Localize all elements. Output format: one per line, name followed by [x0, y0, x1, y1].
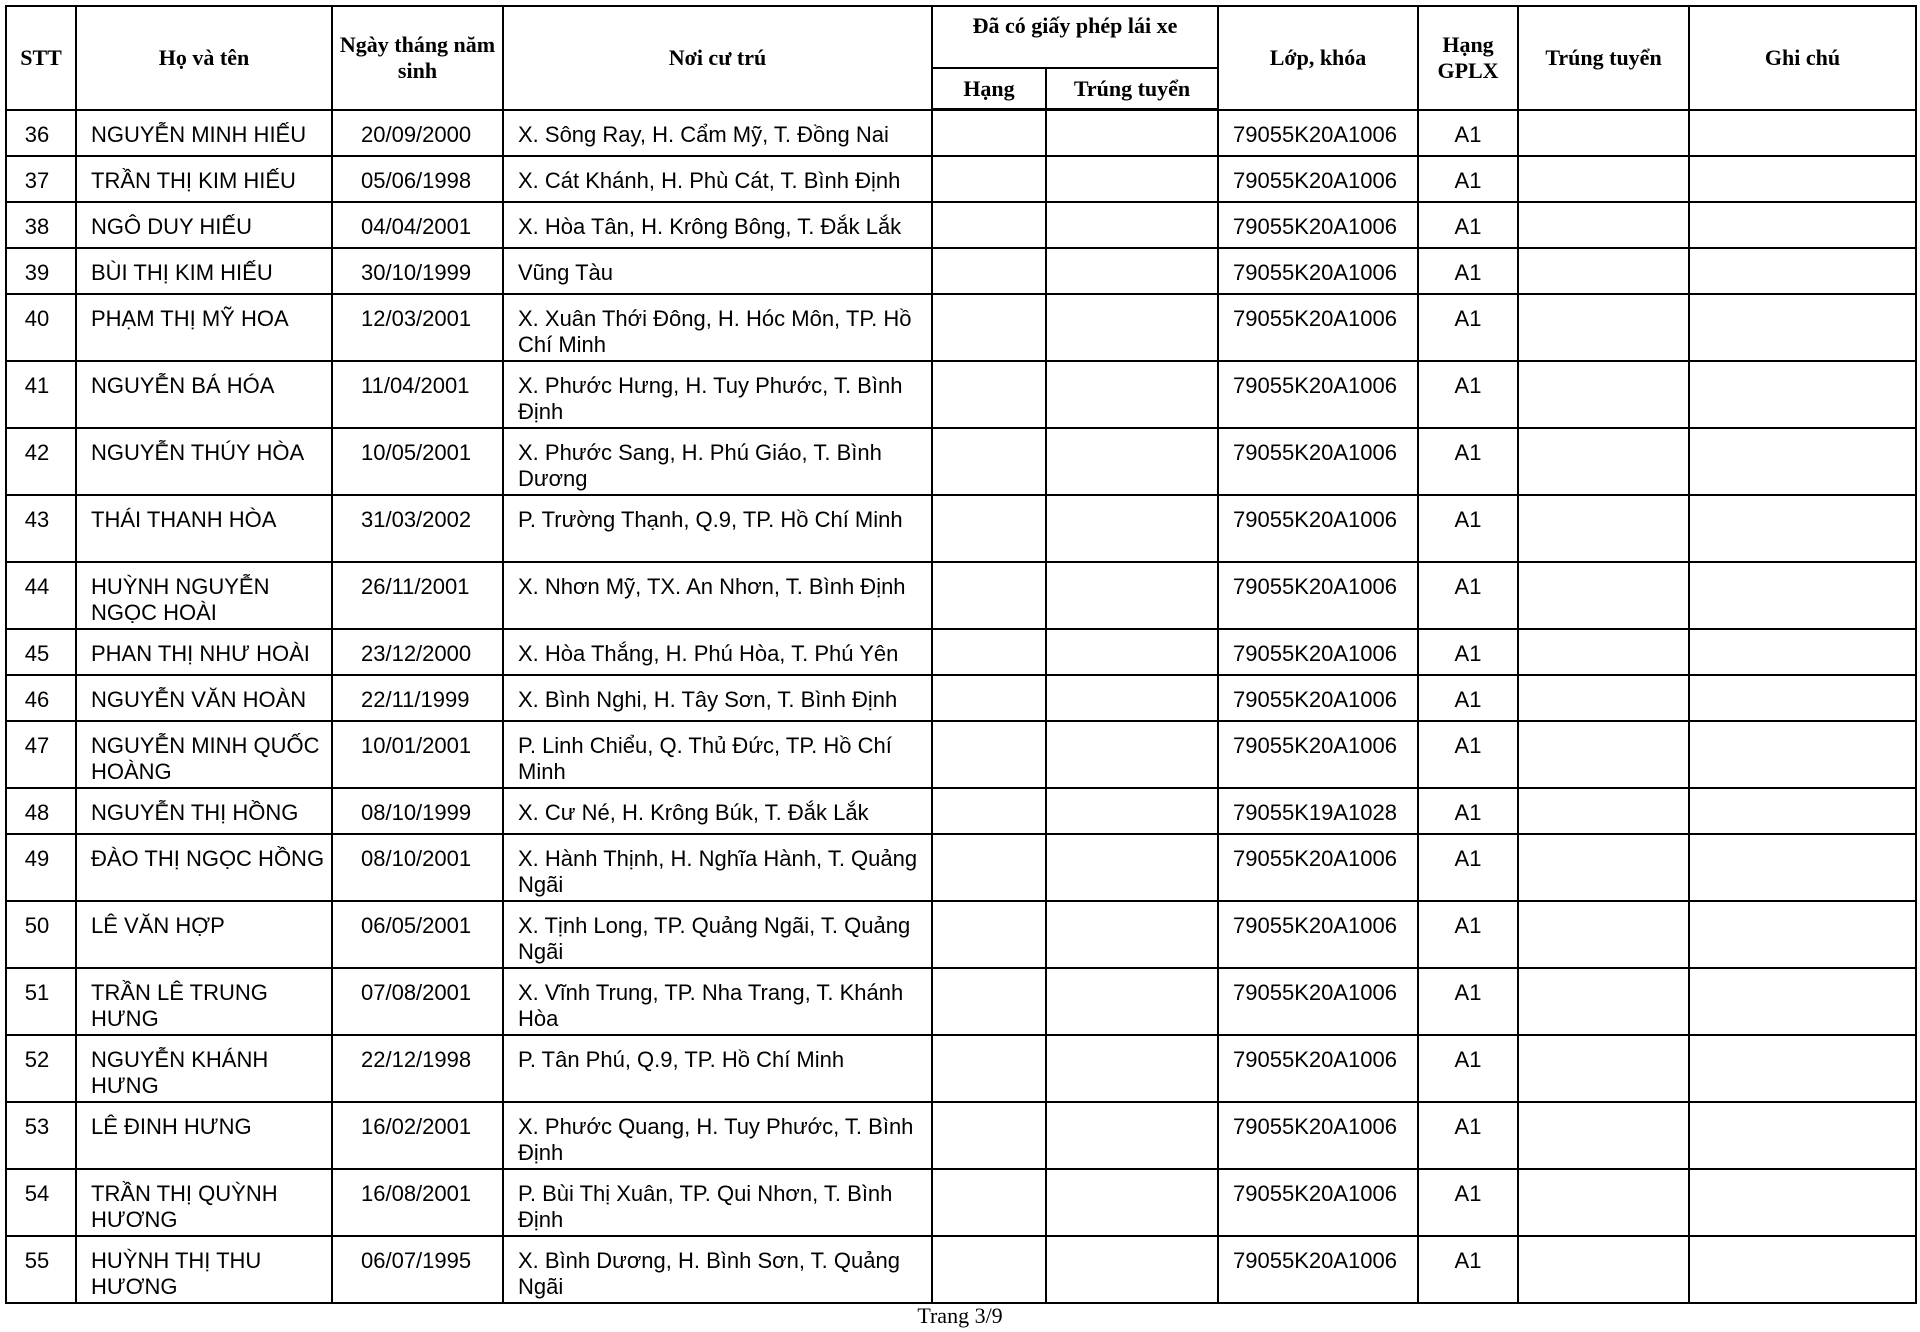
cell-passed	[1518, 156, 1689, 202]
cell-dob: 10/05/2001	[332, 428, 503, 495]
cell-gplx: A1	[1418, 156, 1518, 202]
cell-license-class	[932, 1035, 1046, 1102]
cell-class: 79055K20A1006	[1218, 834, 1418, 901]
cell-note	[1689, 629, 1916, 675]
cell-name: NGUYỄN VĂN HOÀN	[76, 675, 332, 721]
cell-name: BÙI THỊ KIM HIẾU	[76, 248, 332, 294]
cell-dob: 26/11/2001	[332, 562, 503, 629]
cell-gplx: A1	[1418, 428, 1518, 495]
cell-address: X. Tịnh Long, TP. Quảng Ngãi, T. Quảng Ngãi	[503, 901, 932, 968]
table-row	[6, 968, 1916, 1035]
cell-class: 79055K20A1006	[1218, 968, 1418, 1035]
cell-note	[1689, 294, 1916, 361]
cell-license-passed	[1046, 248, 1218, 294]
cell-license-class	[932, 721, 1046, 788]
cell-dob: 12/03/2001	[332, 294, 503, 361]
cell-stt: 40	[6, 294, 76, 361]
cell-stt: 42	[6, 428, 76, 495]
cell-dob: 31/03/2002	[332, 495, 503, 562]
cell-dob: 20/09/2000	[332, 110, 503, 157]
cell-name: NGÔ DUY HIẾU	[76, 202, 332, 248]
cell-passed	[1518, 675, 1689, 721]
cell-license-class	[932, 629, 1046, 675]
cell-license-class	[932, 202, 1046, 248]
cell-class: 79055K20A1006	[1218, 1169, 1418, 1236]
cell-note	[1689, 788, 1916, 834]
cell-gplx: A1	[1418, 968, 1518, 1035]
cell-note	[1689, 1236, 1916, 1303]
header-passed: Trúng tuyển	[1518, 6, 1689, 110]
cell-license-class	[932, 968, 1046, 1035]
cell-dob: 06/05/2001	[332, 901, 503, 968]
cell-license-class	[932, 361, 1046, 428]
cell-class: 79055K20A1006	[1218, 562, 1418, 629]
cell-note	[1689, 428, 1916, 495]
cell-name: TRẦN LÊ TRUNG HƯNG	[76, 968, 332, 1035]
cell-license-passed	[1046, 788, 1218, 834]
cell-license-passed	[1046, 675, 1218, 721]
cell-address: X. Cư Né, H. Krông Búk, T. Đắk Lắk	[503, 788, 932, 834]
header-stt: STT	[6, 6, 76, 110]
cell-address: X. Bình Dương, H. Bình Sơn, T. Quảng Ngãi	[503, 1236, 932, 1303]
table-row	[6, 562, 1916, 629]
cell-note	[1689, 968, 1916, 1035]
cell-gplx: A1	[1418, 834, 1518, 901]
table-row	[6, 156, 1916, 202]
table-row	[6, 1169, 1916, 1236]
cell-stt: 51	[6, 968, 76, 1035]
cell-stt: 37	[6, 156, 76, 202]
cell-stt: 53	[6, 1102, 76, 1169]
cell-address: X. Hòa Thắng, H. Phú Hòa, T. Phú Yên	[503, 629, 932, 675]
cell-name: NGUYỄN BÁ HÓA	[76, 361, 332, 428]
cell-note	[1689, 202, 1916, 248]
header-note: Ghi chú	[1689, 6, 1916, 110]
cell-address: X. Phước Sang, H. Phú Giáo, T. Bình Dương	[503, 428, 932, 495]
cell-license-class	[932, 901, 1046, 968]
cell-license-passed	[1046, 629, 1218, 675]
cell-license-passed	[1046, 1035, 1218, 1102]
cell-passed	[1518, 968, 1689, 1035]
table-row	[6, 721, 1916, 788]
cell-license-passed	[1046, 1102, 1218, 1169]
cell-class: 79055K20A1006	[1218, 156, 1418, 202]
cell-passed	[1518, 110, 1689, 157]
cell-class: 79055K20A1006	[1218, 361, 1418, 428]
cell-class: 79055K20A1006	[1218, 1102, 1418, 1169]
table-row	[6, 675, 1916, 721]
cell-class: 79055K20A1006	[1218, 248, 1418, 294]
cell-name: PHẠM THỊ MỸ HOA	[76, 294, 332, 361]
cell-gplx: A1	[1418, 1236, 1518, 1303]
cell-passed	[1518, 202, 1689, 248]
cell-name: LÊ VĂN HỢP	[76, 901, 332, 968]
cell-license-class	[932, 495, 1046, 562]
cell-license-class	[932, 788, 1046, 834]
cell-dob: 23/12/2000	[332, 629, 503, 675]
table-row	[6, 1236, 1916, 1303]
cell-stt: 39	[6, 248, 76, 294]
cell-gplx: A1	[1418, 495, 1518, 562]
cell-name: TRẦN THỊ QUỲNH HƯƠNG	[76, 1169, 332, 1236]
cell-license-passed	[1046, 834, 1218, 901]
header-license-class: Hạng	[932, 68, 1046, 110]
cell-note	[1689, 562, 1916, 629]
cell-passed	[1518, 629, 1689, 675]
cell-dob: 16/02/2001	[332, 1102, 503, 1169]
cell-name: NGUYỄN THỊ HỒNG	[76, 788, 332, 834]
cell-class: 79055K20A1006	[1218, 202, 1418, 248]
cell-note	[1689, 834, 1916, 901]
cell-gplx: A1	[1418, 248, 1518, 294]
cell-address: X. Cát Khánh, H. Phù Cát, T. Bình Định	[503, 156, 932, 202]
cell-class: 79055K20A1006	[1218, 495, 1418, 562]
table-row	[6, 428, 1916, 495]
cell-passed	[1518, 562, 1689, 629]
cell-dob: 22/12/1998	[332, 1035, 503, 1102]
table-row	[6, 495, 1916, 562]
cell-dob: 10/01/2001	[332, 721, 503, 788]
cell-note	[1689, 1169, 1916, 1236]
cell-address: X. Phước Quang, H. Tuy Phước, T. Bình Định	[503, 1102, 932, 1169]
cell-address: P. Tân Phú, Q.9, TP. Hồ Chí Minh	[503, 1035, 932, 1102]
cell-dob: 22/11/1999	[332, 675, 503, 721]
cell-address: X. Sông Ray, H. Cẩm Mỹ, T. Đồng Nai	[503, 110, 932, 157]
cell-name: ĐÀO THỊ NGỌC HỒNG	[76, 834, 332, 901]
cell-note	[1689, 156, 1916, 202]
cell-class: 79055K19A1028	[1218, 788, 1418, 834]
cell-stt: 52	[6, 1035, 76, 1102]
cell-stt: 47	[6, 721, 76, 788]
cell-gplx: A1	[1418, 675, 1518, 721]
cell-name: PHAN THỊ NHƯ HOÀI	[76, 629, 332, 675]
table-row	[6, 834, 1916, 901]
cell-license-passed	[1046, 901, 1218, 968]
header-address: Nơi cư trú	[503, 6, 932, 110]
cell-gplx: A1	[1418, 361, 1518, 428]
cell-license-passed	[1046, 1169, 1218, 1236]
cell-note	[1689, 361, 1916, 428]
cell-license-class	[932, 428, 1046, 495]
cell-note	[1689, 248, 1916, 294]
cell-name: NGUYỄN THÚY HÒA	[76, 428, 332, 495]
cell-passed	[1518, 834, 1689, 901]
cell-gplx: A1	[1418, 110, 1518, 157]
cell-name: THÁI THANH HÒA	[76, 495, 332, 562]
cell-dob: 30/10/1999	[332, 248, 503, 294]
cell-dob: 11/04/2001	[332, 361, 503, 428]
header-dob: Ngày tháng năm sinh	[332, 6, 503, 110]
cell-address: X. Nhơn Mỹ, TX. An Nhơn, T. Bình Định	[503, 562, 932, 629]
cell-note	[1689, 495, 1916, 562]
cell-license-passed	[1046, 1236, 1218, 1303]
table-row	[6, 788, 1916, 834]
cell-class: 79055K20A1006	[1218, 428, 1418, 495]
cell-gplx: A1	[1418, 1169, 1518, 1236]
cell-address: X. Phước Hưng, H. Tuy Phước, T. Bình Định	[503, 361, 932, 428]
cell-passed	[1518, 294, 1689, 361]
cell-gplx: A1	[1418, 202, 1518, 248]
table-row	[6, 110, 1916, 157]
table-header	[6, 6, 1916, 110]
cell-license-class	[932, 156, 1046, 202]
cell-note	[1689, 721, 1916, 788]
cell-dob: 06/07/1995	[332, 1236, 503, 1303]
cell-license-passed	[1046, 721, 1218, 788]
cell-license-class	[932, 1169, 1046, 1236]
cell-passed	[1518, 495, 1689, 562]
cell-class: 79055K20A1006	[1218, 110, 1418, 157]
cell-note	[1689, 110, 1916, 157]
cell-class: 79055K20A1006	[1218, 901, 1418, 968]
cell-class: 79055K20A1006	[1218, 1035, 1418, 1102]
cell-class: 79055K20A1006	[1218, 294, 1418, 361]
cell-gplx: A1	[1418, 1035, 1518, 1102]
cell-dob: 04/04/2001	[332, 202, 503, 248]
cell-name: NGUYỄN MINH HIẾU	[76, 110, 332, 157]
cell-license-passed	[1046, 495, 1218, 562]
table-row	[6, 202, 1916, 248]
candidate-table	[5, 5, 1917, 1304]
cell-note	[1689, 675, 1916, 721]
cell-name: TRẦN THỊ KIM HIẾU	[76, 156, 332, 202]
cell-stt: 46	[6, 675, 76, 721]
cell-passed	[1518, 1236, 1689, 1303]
header-license-passed: Trúng tuyển	[1046, 68, 1218, 110]
cell-passed	[1518, 721, 1689, 788]
cell-license-passed	[1046, 428, 1218, 495]
cell-stt: 36	[6, 110, 76, 157]
cell-stt: 49	[6, 834, 76, 901]
cell-name: NGUYỄN MINH QUỐC HOÀNG	[76, 721, 332, 788]
cell-note	[1689, 1035, 1916, 1102]
cell-gplx: A1	[1418, 1102, 1518, 1169]
cell-name: LÊ ĐINH HƯNG	[76, 1102, 332, 1169]
cell-stt: 41	[6, 361, 76, 428]
cell-license-class	[932, 294, 1046, 361]
table-row	[6, 294, 1916, 361]
cell-license-class	[932, 562, 1046, 629]
cell-dob: 16/08/2001	[332, 1169, 503, 1236]
cell-address: P. Linh Chiểu, Q. Thủ Đức, TP. Hồ Chí Minh	[503, 721, 932, 788]
table-body	[6, 110, 1916, 1304]
cell-dob: 08/10/1999	[332, 788, 503, 834]
cell-note	[1689, 901, 1916, 968]
cell-passed	[1518, 788, 1689, 834]
header-name: Họ và tên	[76, 6, 332, 110]
cell-name: HUỲNH THỊ THU HƯƠNG	[76, 1236, 332, 1303]
cell-class: 79055K20A1006	[1218, 629, 1418, 675]
cell-address: X. Vĩnh Trung, TP. Nha Trang, T. Khánh Hòa	[503, 968, 932, 1035]
cell-stt: 55	[6, 1236, 76, 1303]
cell-license-class	[932, 110, 1046, 157]
cell-passed	[1518, 248, 1689, 294]
cell-license-class	[932, 675, 1046, 721]
cell-stt: 38	[6, 202, 76, 248]
cell-license-passed	[1046, 156, 1218, 202]
cell-passed	[1518, 361, 1689, 428]
cell-address: Vũng Tàu	[503, 248, 932, 294]
cell-class: 79055K20A1006	[1218, 721, 1418, 788]
cell-passed	[1518, 1169, 1689, 1236]
cell-address: X. Hành Thịnh, H. Nghĩa Hành, T. Quảng Ngãi	[503, 834, 932, 901]
cell-name: NGUYỄN KHÁNH HƯNG	[76, 1035, 332, 1102]
cell-license-class	[932, 834, 1046, 901]
table-row	[6, 361, 1916, 428]
cell-license-passed	[1046, 361, 1218, 428]
cell-gplx: A1	[1418, 901, 1518, 968]
cell-license-class	[932, 248, 1046, 294]
cell-stt: 43	[6, 495, 76, 562]
table-row	[6, 629, 1916, 675]
cell-dob: 07/08/2001	[332, 968, 503, 1035]
cell-passed	[1518, 428, 1689, 495]
cell-stt: 45	[6, 629, 76, 675]
table-row	[6, 1035, 1916, 1102]
table-row	[6, 901, 1916, 968]
cell-address: X. Bình Nghi, H. Tây Sơn, T. Bình Định	[503, 675, 932, 721]
cell-dob: 08/10/2001	[332, 834, 503, 901]
cell-address: X. Xuân Thới Đông, H. Hóc Môn, TP. Hồ Chí Minh	[503, 294, 932, 361]
table-row	[6, 1102, 1916, 1169]
cell-license-passed	[1046, 562, 1218, 629]
cell-license-passed	[1046, 294, 1218, 361]
cell-stt: 54	[6, 1169, 76, 1236]
cell-license-passed	[1046, 110, 1218, 157]
header-gplx: Hạng GPLX	[1418, 6, 1518, 110]
cell-stt: 44	[6, 562, 76, 629]
cell-license-passed	[1046, 968, 1218, 1035]
cell-gplx: A1	[1418, 721, 1518, 788]
cell-passed	[1518, 1102, 1689, 1169]
cell-note	[1689, 1102, 1916, 1169]
page-number: Trang 3/9	[917, 1303, 1003, 1328]
cell-class: 79055K20A1006	[1218, 675, 1418, 721]
cell-stt: 48	[6, 788, 76, 834]
cell-class: 79055K20A1006	[1218, 1236, 1418, 1303]
cell-address: P. Bùi Thị Xuân, TP. Qui Nhơn, T. Bình Định	[503, 1169, 932, 1236]
cell-address: P. Trường Thạnh, Q.9, TP. Hồ Chí Minh	[503, 495, 932, 562]
cell-license-class	[932, 1102, 1046, 1169]
cell-stt: 50	[6, 901, 76, 968]
cell-gplx: A1	[1418, 788, 1518, 834]
cell-license-class	[932, 1236, 1046, 1303]
header-license-group: Đã có giấy phép lái xe	[932, 6, 1218, 68]
cell-license-passed	[1046, 202, 1218, 248]
cell-gplx: A1	[1418, 629, 1518, 675]
cell-address: X. Hòa Tân, H. Krông Bông, T. Đắk Lắk	[503, 202, 932, 248]
header-class: Lớp, khóa	[1218, 6, 1418, 110]
cell-name: HUỲNH NGUYỄN NGỌC HOÀI	[76, 562, 332, 629]
cell-gplx: A1	[1418, 562, 1518, 629]
cell-passed	[1518, 1035, 1689, 1102]
cell-gplx: A1	[1418, 294, 1518, 361]
cell-passed	[1518, 901, 1689, 968]
cell-dob: 05/06/1998	[332, 156, 503, 202]
table-row	[6, 248, 1916, 294]
